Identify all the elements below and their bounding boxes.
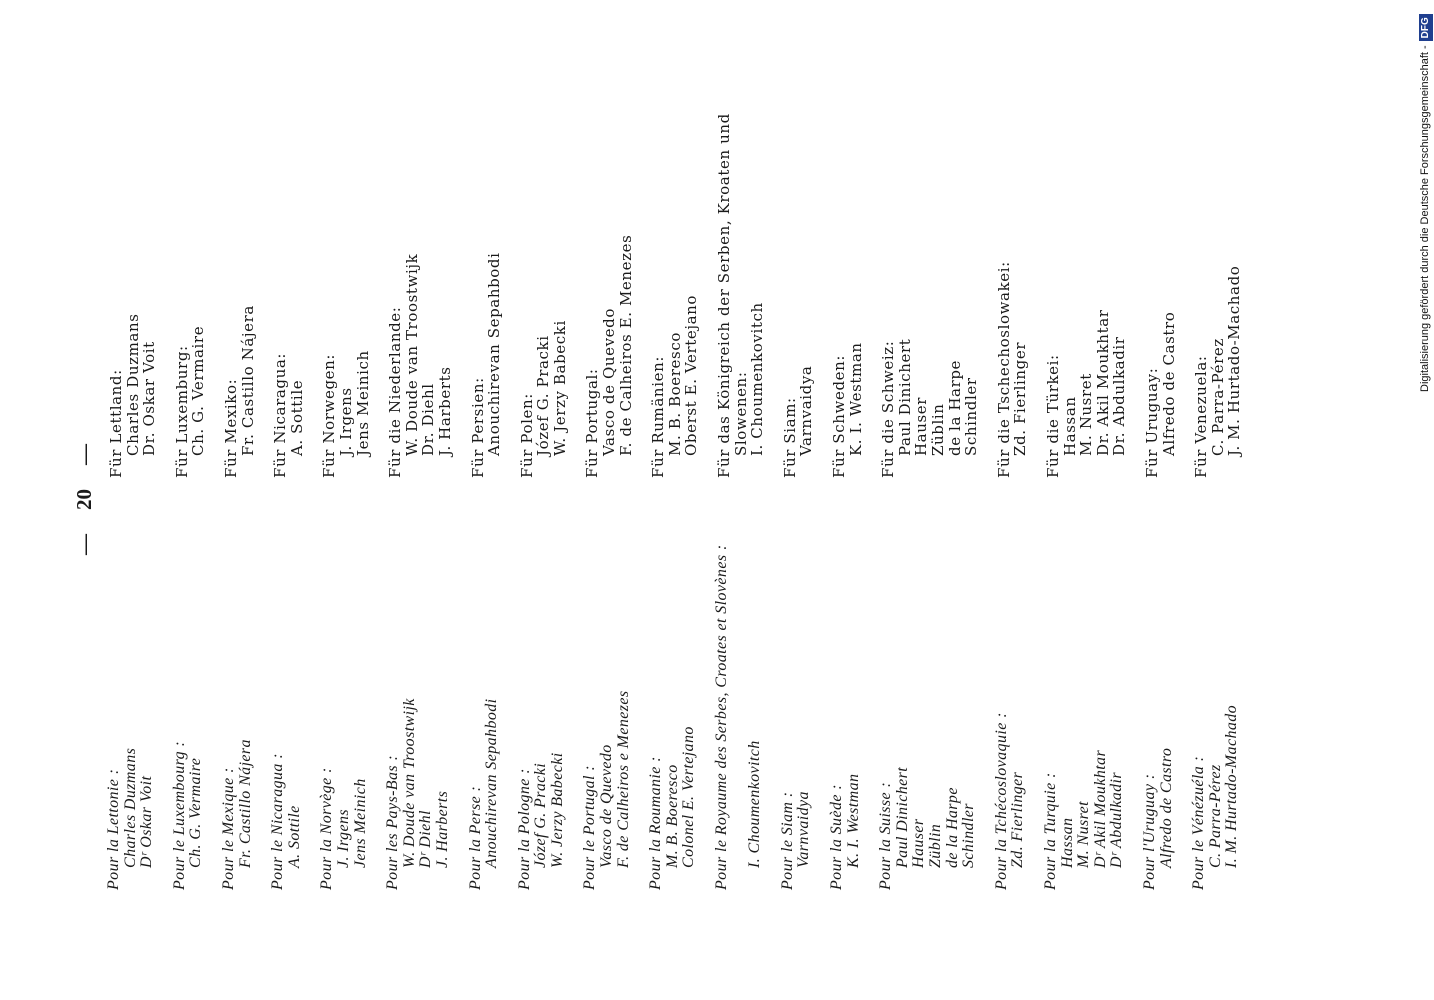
country-heading: Für Mexiko:: [221, 378, 240, 478]
section-gap: [501, 544, 517, 890]
section-gap: [305, 113, 321, 478]
section-gap: [813, 544, 829, 890]
signatory-name: F. de Calheiros E. Menezes: [616, 234, 635, 456]
section-gap: [1128, 113, 1144, 478]
signatory-section: [270, 544, 303, 890]
signatory-name: Varnvaidya: [795, 791, 813, 868]
section-gap: [978, 544, 994, 890]
signatory-name: Zd. Fierlinger: [1009, 771, 1027, 868]
signatory-name: Züblin: [928, 403, 947, 456]
signatory-section: [829, 544, 862, 890]
country-heading: Pour le Portugal :: [581, 765, 599, 890]
signatory-name: A. Sottile: [287, 379, 306, 456]
signatory-section: [780, 544, 813, 890]
signatory-name: Dr. Diehl: [419, 383, 438, 456]
signatory-name: Vasco de Quevedo: [600, 308, 619, 456]
signatory-name: Dr. Abdulkadir: [1110, 336, 1129, 456]
french-signatories-column: [106, 544, 1241, 890]
country-heading: Für Norwegen:: [320, 353, 339, 478]
country-heading: Für Nicaragua:: [271, 352, 290, 478]
section-gap: [1175, 544, 1191, 890]
signatory-section: [650, 113, 700, 478]
signatory-name: J. Irgens: [336, 387, 355, 456]
signatory-name: Colonel E. Vertejano: [680, 726, 698, 868]
signatory-section: [584, 113, 634, 478]
signatory-section: [1193, 113, 1243, 478]
signatory-name: Alfredo de Castro: [1159, 311, 1178, 456]
country-heading: Für Schweden:: [830, 354, 848, 478]
signatory-section: [648, 544, 698, 890]
signatory-section: [385, 544, 451, 890]
section-gap: [452, 544, 468, 890]
signatory-section: [519, 113, 569, 478]
signatory-name: Ch. G. Vermaire: [189, 325, 208, 456]
country-heading: Für die Türkei:: [1043, 354, 1062, 478]
signatory-name: Hassan: [1060, 396, 1079, 456]
section-gap: [864, 113, 880, 478]
country-heading: Pour l'Uruguay :: [1140, 773, 1158, 890]
signatory-section: [996, 113, 1029, 478]
country-heading: Pour la Turquie :: [1041, 772, 1059, 890]
signatory-name: Oberst E. Vertejano: [682, 294, 701, 456]
section-gap: [303, 544, 319, 890]
signatory-section: [714, 544, 764, 890]
country-heading: Für die Niederlande:: [386, 306, 405, 478]
signatory-name: Ch. G. Vermaire: [187, 757, 205, 868]
country-heading-continuation: Slowenen:: [731, 371, 750, 456]
section-gap: [156, 544, 172, 890]
signatory-name: Züblin: [926, 823, 944, 868]
section-gap: [1126, 544, 1142, 890]
signatory-section: [880, 113, 980, 478]
signatory-section: [106, 544, 156, 890]
signatory-section: [321, 113, 371, 478]
section-gap: [207, 113, 223, 478]
signatory-name: A. Sottile: [285, 805, 303, 868]
signatory-section: [319, 544, 369, 890]
country-heading: Pour la Norvège :: [318, 767, 336, 890]
signatory-section: [108, 113, 158, 478]
country-heading: Für Polen:: [517, 393, 536, 478]
signatory-name: J. Harberts: [433, 790, 451, 868]
signatory-section: [878, 544, 978, 890]
signatory-section: [782, 113, 815, 478]
signatory-name: Vasco de Quevedo: [598, 744, 616, 868]
signatory-section: [174, 113, 207, 478]
signatory-section: [272, 113, 305, 478]
signatory-name: Józef G. Pracki: [534, 335, 553, 456]
signatory-name: W. Jerzy Babecki: [550, 320, 569, 456]
signatory-name: I. Choumenkovitch: [748, 302, 767, 456]
header-dash-left: —: [72, 534, 96, 555]
country-heading: Pour le Vénézuéla :: [1190, 755, 1208, 890]
country-heading: Für Venezuela:: [1192, 355, 1211, 478]
signatory-name: Dʳ Akil Moukhtar: [1091, 749, 1109, 868]
german-signatories-column: [108, 113, 1243, 478]
signatory-section: [994, 544, 1027, 890]
country-heading: Für die Schweiz:: [879, 340, 898, 478]
signatory-name: Hassan: [1058, 817, 1076, 868]
signatory-section: [1142, 544, 1175, 890]
signatory-name: K. I. Westman: [846, 342, 865, 456]
signatory-name: Jens Meinich: [353, 350, 372, 456]
signatory-section: [716, 113, 766, 478]
signatory-name: Paul Dinichert: [893, 766, 911, 868]
signatory-name: J. Harberts: [435, 366, 454, 456]
signatory-name: Schindler: [962, 377, 981, 456]
signatory-section: [470, 113, 503, 478]
signatory-section: [223, 113, 256, 478]
signatory-name: Charles Duzmans: [121, 747, 139, 868]
country-heading: Pour la Lettonie :: [105, 768, 122, 890]
country-heading: Pour la Roumanie :: [647, 756, 665, 890]
signatory-section: [1045, 113, 1128, 478]
section-gap: [698, 544, 714, 890]
signatory-name: J. Irgens: [334, 809, 352, 868]
country-heading: Für Persien:: [468, 377, 487, 478]
section-gap: [862, 544, 878, 890]
country-heading: Für die Tschechoslowakei:: [994, 261, 1013, 478]
signatory-name: Zd. Fierlinger: [1011, 341, 1030, 456]
country-heading: Für das Königreich der Serben, Kroaten und: [715, 113, 734, 478]
country-heading: Für Portugal:: [583, 368, 602, 478]
signatory-name: de la Harpe: [943, 787, 961, 868]
page-header: [72, 444, 96, 555]
signatory-name: Dr. Oskar Voit: [140, 341, 159, 456]
blank-line: [731, 544, 748, 890]
signatory-name: M. B. Boeresco: [665, 332, 684, 456]
signatory-section: [172, 544, 205, 890]
signatory-name: Dʳ Diehl: [417, 810, 435, 868]
signatory-name: Charles Duzmans: [123, 313, 142, 456]
section-gap: [700, 113, 716, 478]
signatory-name: K. I. Westman: [844, 773, 862, 868]
signatory-name: Hauser: [910, 818, 928, 868]
country-heading: Für Siam:: [780, 397, 799, 478]
signatory-name: W. Doude van Troostwijk: [400, 698, 418, 868]
signatory-name: Paul Dinichert: [895, 338, 914, 456]
signatory-name: Fr. Castillo Nájera: [236, 739, 254, 868]
country-heading: Pour les Pays-Bas :: [384, 754, 402, 890]
signatory-name: C. Parra-Pérez: [1206, 764, 1224, 868]
section-gap: [158, 113, 174, 478]
section-gap: [254, 544, 270, 890]
signatory-section: [582, 544, 632, 890]
section-gap: [568, 113, 584, 478]
signatory-name: Fr. Castillo Nájera: [238, 305, 257, 456]
country-heading: Pour la Suisse :: [877, 781, 895, 890]
section-gap: [764, 544, 780, 890]
section-gap: [371, 113, 387, 478]
country-heading: Für Luxemburg:: [172, 345, 191, 478]
country-heading: Pour le Royaume des Serbes, Croates et Slovènes :: [713, 544, 731, 890]
signatory-name: de la Harpe: [945, 359, 964, 456]
signatory-name: J. M. Hurtado-Machado: [1225, 265, 1244, 456]
signatory-section: [468, 544, 501, 890]
section-gap: [454, 113, 470, 478]
signatory-name: Varnvaidya: [797, 365, 816, 456]
country-heading: Für Rumänien:: [649, 356, 668, 478]
page-number: 20: [72, 489, 96, 510]
signatory-name: C. Parra-Pérez: [1208, 338, 1227, 456]
country-heading: Pour le Siam :: [778, 791, 796, 890]
country-heading: Für Lettland:: [107, 369, 125, 478]
signatory-name: W. Doude van Troostwijk: [402, 253, 421, 456]
signatory-name: M. Nusret: [1077, 373, 1096, 456]
section-gap: [815, 113, 831, 478]
signatory-section: [831, 113, 864, 478]
section-gap: [503, 113, 519, 478]
section-gap: [566, 544, 582, 890]
header-dash-right: —: [72, 444, 96, 465]
signatory-name: Anouchirevan Sepahbodi: [483, 698, 501, 868]
country-heading: Pour la Tchécoslovaquie :: [992, 712, 1010, 890]
signatory-name: Alfredo de Castro: [1157, 747, 1175, 868]
section-gap: [980, 113, 996, 478]
section-gap: [1027, 544, 1043, 890]
signatory-name: Dʳ Oskar Voit: [138, 775, 156, 868]
section-gap: [634, 113, 650, 478]
dfg-logo: DFG: [1419, 14, 1433, 41]
digitization-credit: [1418, 14, 1433, 392]
credit-text: Digitalisierung gefördert durch die Deutsche Forschungsgemeinschaft -: [1419, 45, 1431, 392]
country-heading: Pour la Pologne :: [515, 768, 533, 890]
signatory-name: Dʳ Abdulkadir: [1108, 771, 1126, 868]
signatory-section: [1191, 544, 1241, 890]
section-gap: [256, 113, 272, 478]
signatory-name: Hauser: [912, 396, 931, 456]
country-heading: Für Uruguay:: [1142, 367, 1161, 478]
country-heading: Pour la Suède :: [828, 784, 845, 890]
signatory-name: F. de Calheiros e Menezes: [614, 690, 632, 868]
country-heading: Pour le Nicaragua :: [269, 753, 287, 890]
country-heading: Pour la Perse :: [466, 785, 484, 890]
section-gap: [766, 113, 782, 478]
signatory-name: Józef G. Pracki: [532, 762, 550, 868]
section-gap: [1029, 113, 1045, 478]
signatory-name: M. Nusret: [1075, 800, 1093, 868]
signatory-name: Anouchirevan Sepahbodi: [485, 252, 504, 456]
signatory-name: I. M. Hurtado-Machado: [1223, 704, 1241, 868]
country-heading: Pour le Mexique :: [219, 767, 237, 890]
signatory-name: Jens Meinich: [351, 778, 369, 868]
section-gap: [1177, 113, 1193, 478]
signatory-name: I. Choumenkovitch: [746, 740, 764, 868]
section-gap: [632, 544, 648, 890]
country-heading: Pour le Luxembourg :: [170, 740, 188, 890]
signatory-section: [517, 544, 567, 890]
section-gap: [369, 544, 385, 890]
signatory-section: [1144, 113, 1177, 478]
section-gap: [205, 544, 221, 890]
signatory-section: [1043, 544, 1126, 890]
signatory-name: Dr. Akil Moukhtar: [1093, 309, 1112, 456]
signatory-name: Schindler: [960, 803, 978, 868]
signatory-section: [387, 113, 453, 478]
signatory-name: M. B. Boeresco: [663, 764, 681, 868]
signatory-section: [221, 544, 254, 890]
signatory-name: W. Jerzy Babecki: [548, 752, 566, 868]
